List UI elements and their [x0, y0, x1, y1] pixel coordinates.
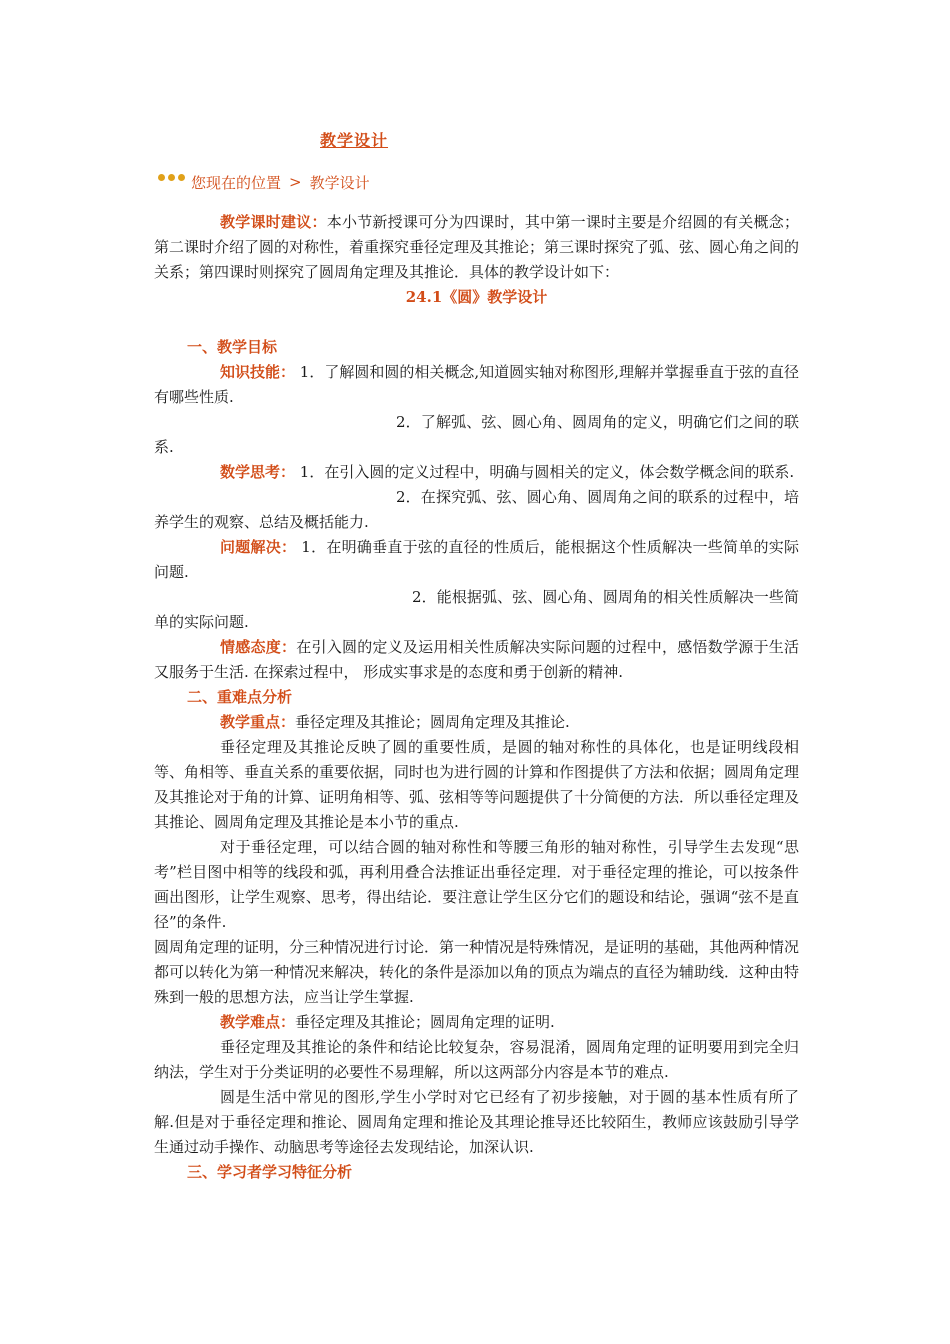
key-paragraph-2: 对于垂径定理，可以结合圆的轴对称性和等腰三角形的轴对称性，引导学生去发现“思考”栏目图中相等的线段和弧，再利用叠合法推证出垂径定理．对于垂径定理的推论，可以按条件画出图形，让学生观察、思考，得出结论．要注意让学生区分它们的题设和结论，强调“弦不是直径”的条件. [154, 838, 799, 931]
attitude-label: 情感态度： [220, 638, 297, 656]
breadcrumb [158, 170, 370, 194]
key-points [154, 710, 799, 735]
breadcrumb-separator: > [289, 173, 302, 191]
key-paragraph-1: 垂径定理及其推论反映了圆的重要性质，是圆的轴对称性的具体化，也是证明线段相等、角相等、垂直关系的重要依据，同时也为进行圆的计算和作图提供了方法和依据；圆周角定理及其推论对于角的计算、证明角相等、弧、弦相等等问题提供了十分简便的方法．所以垂径定理及其推论、圆周角定理及其推论是本小节的重点. [154, 738, 800, 831]
thinking-item2-text: 2．在探究弧、弦、圆心角、圆周角之间的联系的过程中，培养学生的观察、总结及概括能力. [154, 488, 799, 531]
section2-heading: 二、重难点分析 [187, 688, 293, 706]
difficult-points [154, 1010, 799, 1035]
intro-paragraph [154, 210, 799, 285]
intro-label: 教学课时建议： [220, 213, 327, 231]
attitude-text: 在引入圆的定义及运用相关性质解决实际问题的过程中，感悟数学源于生活又服务于生活. 在探索过程中， 形成实事求是的态度和勇于创新的精神. [154, 638, 799, 681]
thinking-item1-text: 1．在引入圆的定义过程中，明确与圆相关的定义，体会数学概念间的联系. [295, 463, 795, 481]
problem-item2 [154, 585, 799, 635]
problem-label: 问题解决： [220, 538, 297, 556]
page-title[interactable]: 教学设计 [320, 131, 389, 150]
problem-item1-text: 1．在明确垂直于弦的直径的性质后，能根据这个性质解决一些简单的实际问题. [154, 538, 799, 581]
key-paragraph-3: 圆周角定理的证明，分三种情况进行讨论．第一种情况是特殊情况，是证明的基础，其他两种情况都可以转化为第一种情况来解决，转化的条件是添加以角的顶点为端点的直径为辅助线．这种由特殊到一般的思想方法，应当让学生掌握. [154, 938, 800, 1006]
knowledge-item1 [154, 360, 799, 410]
key-text: 垂径定理及其推论；圆周角定理及其推论. [295, 713, 570, 731]
problem-item2-text: 2．能根据弧、弦、圆心角、圆周角的相关性质解决一些简单的实际问题. [154, 588, 799, 631]
difficult-label: 教学难点： [220, 1013, 296, 1031]
thinking-item1 [154, 460, 799, 485]
subtitle: 24.1《圆》教学设计 [405, 288, 548, 306]
bullet-dots-icon [158, 174, 185, 181]
difficult-text: 垂径定理及其推论；圆周角定理的证明. [295, 1013, 555, 1031]
knowledge-item2-text: 2．了解弧、弦、圆心角、圆周角的定义，明确它们之间的联系. [154, 413, 799, 456]
breadcrumb-prefix: 您现在的位置 [191, 173, 282, 192]
section3-heading: 三、学习者学习特征分析 [187, 1163, 353, 1181]
thinking-item2 [154, 485, 799, 535]
knowledge-item1-text: 1．了解圆和圆的相关概念,知道圆实轴对称图形,理解并掌握垂直于弦的直径有哪些性质. [154, 363, 799, 406]
intro-text: 本小节新授课可分为四课时，其中第一课时主要是介绍圆的有关概念；第二课时介绍了圆的对称性，着重探究垂径定理及其推论；第三课时探究了弧、弦、圆心角之间的关系；第四课时则探究了圆周角定理及其推论．具体的教学设计如下： [154, 213, 800, 281]
key-label: 教学重点： [220, 713, 296, 731]
difficult-paragraph-1: 垂径定理及其推论的条件和结论比较复杂，容易混淆，圆周角定理的证明要用到完全归纳法，学生对于分类证明的必要性不易理解，所以这两部分内容是本节的难点. [154, 1038, 799, 1081]
knowledge-item2 [154, 410, 799, 460]
breadcrumb-current[interactable]: 教学设计 [309, 173, 370, 192]
problem-item1 [154, 535, 799, 585]
document-body [154, 210, 799, 1185]
knowledge-label: 知识技能： [220, 363, 296, 381]
difficult-paragraph-2: 圆是生活中常见的图形,学生小学时对它已经有了初步接触，对于圆的基本性质有所了解.但是对于垂径定理和推论、圆周角定理和推论及其理论推导还比较陌生，教师应该鼓励引导学生通过动手操作、动脑思考等途径去发现结论，加深认识. [154, 1088, 799, 1156]
attitude-paragraph [154, 635, 799, 685]
section1-heading: 一、教学目标 [187, 338, 278, 356]
thinking-label: 数学思考： [220, 463, 296, 481]
